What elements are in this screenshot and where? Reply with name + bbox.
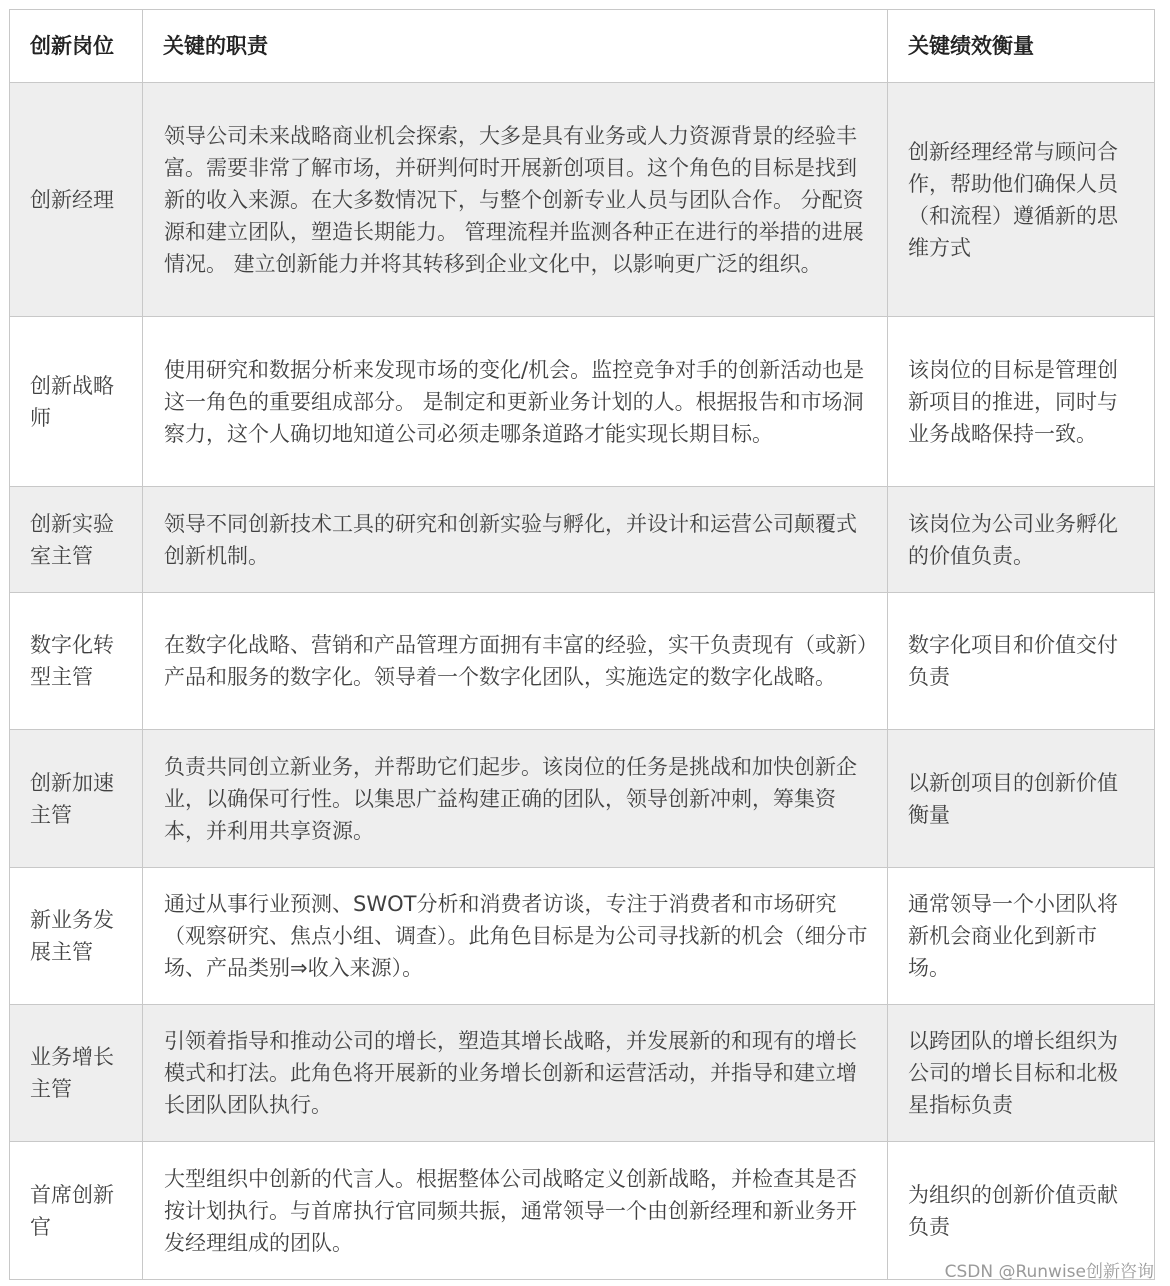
innovation-roles-table-container xyxy=(9,9,1154,1280)
duty-cell: 大型组织中创新的代言人。根据整体公司战略定义创新战略，并检查其是否按计划执行。与首席执行官同频共振，通常领导一个由创新经理和新业务开发经理组成的团队。 xyxy=(143,1142,888,1280)
duty-cell: 负责共同创立新业务，并帮助它们起步。该岗位的任务是挑战和加快创新企业，以确保可行性。以集思广益构建正确的团队，领导创新冲刺，筹集资本，并利用共享资源。 xyxy=(143,730,888,868)
role-cell: 数字化转型主管 xyxy=(10,593,143,730)
table-row xyxy=(10,868,1155,1005)
header-role: 创新岗位 xyxy=(10,10,143,83)
duty-cell: 领导公司未来战略商业机会探索，大多是具有业务或人力资源背景的经验丰富。需要非常了解市场，并研判何时开展新创项目。这个角色的目标是找到新的收入来源。在大多数情况下，与整个创新专业人员与团队合作。 分配资源和建立团队，塑造长期能力。 管理流程并监测各种正在进行的举措的进展情况。 建立创新能力并将其转移到企业文化中，以影响更广泛的组织。 xyxy=(143,83,888,317)
kpi-cell: 通常领导一个小团队将新机会商业化到新市场。 xyxy=(888,868,1155,1005)
role-cell: 创新战略师 xyxy=(10,317,143,487)
kpi-cell: 该岗位为公司业务孵化的价值负责。 xyxy=(888,487,1155,593)
kpi-cell: 创新经理经常与顾问合作，帮助他们确保人员（和流程）遵循新的思维方式 xyxy=(888,83,1155,317)
header-duty: 关键的职责 xyxy=(143,10,888,83)
role-cell: 创新加速主管 xyxy=(10,730,143,868)
kpi-cell: 为组织的创新价值贡献负责 xyxy=(888,1142,1155,1280)
csdn-watermark: CSDN @Runwise创新咨询 xyxy=(944,1262,1154,1282)
kpi-cell: 数字化项目和价值交付负责 xyxy=(888,593,1155,730)
duty-cell: 领导不同创新技术工具的研究和创新实验与孵化，并设计和运营公司颠覆式创新机制。 xyxy=(143,487,888,593)
table-header-row xyxy=(10,10,1155,83)
duty-cell: 通过从事行业预测、SWOT分析和消费者访谈，专注于消费者和市场研究（观察研究、焦点小组、调查）。此角色目标是为公司寻找新的机会（细分市场、产品类别⇒收入来源）。 xyxy=(143,868,888,1005)
role-cell: 首席创新官 xyxy=(10,1142,143,1280)
table-row xyxy=(10,317,1155,487)
header-kpi: 关键绩效衡量 xyxy=(888,10,1155,83)
table-row xyxy=(10,487,1155,593)
role-cell: 新业务发展主管 xyxy=(10,868,143,1005)
table-row xyxy=(10,1005,1155,1142)
kpi-cell: 以跨团队的增长组织为公司的增长目标和北极星指标负责 xyxy=(888,1005,1155,1142)
kpi-cell: 该岗位的目标是管理创新项目的推进，同时与业务战略保持一致。 xyxy=(888,317,1155,487)
table-row xyxy=(10,593,1155,730)
role-cell: 创新经理 xyxy=(10,83,143,317)
table-row xyxy=(10,83,1155,317)
role-cell: 创新实验室主管 xyxy=(10,487,143,593)
duty-cell: 在数字化战略、营销和产品管理方面拥有丰富的经验，实干负责现有（或新）产品和服务的数字化。领导着一个数字化团队，实施选定的数字化战略。 xyxy=(143,593,888,730)
kpi-cell: 以新创项目的创新价值衡量 xyxy=(888,730,1155,868)
innovation-roles-table xyxy=(9,9,1155,1280)
role-cell: 业务增长主管 xyxy=(10,1005,143,1142)
duty-cell: 引领着指导和推动公司的增长，塑造其增长战略，并发展新的和现有的增长模式和打法。此角色将开展新的业务增长创新和运营活动，并指导和建立增长团队团队执行。 xyxy=(143,1005,888,1142)
table-row xyxy=(10,730,1155,868)
duty-cell: 使用研究和数据分析来发现市场的变化/机会。监控竞争对手的创新活动也是这一角色的重要组成部分。 是制定和更新业务计划的人。根据报告和市场洞察力，这个人确切地知道公司必须走哪条道路才能实现长期目标。 xyxy=(143,317,888,487)
